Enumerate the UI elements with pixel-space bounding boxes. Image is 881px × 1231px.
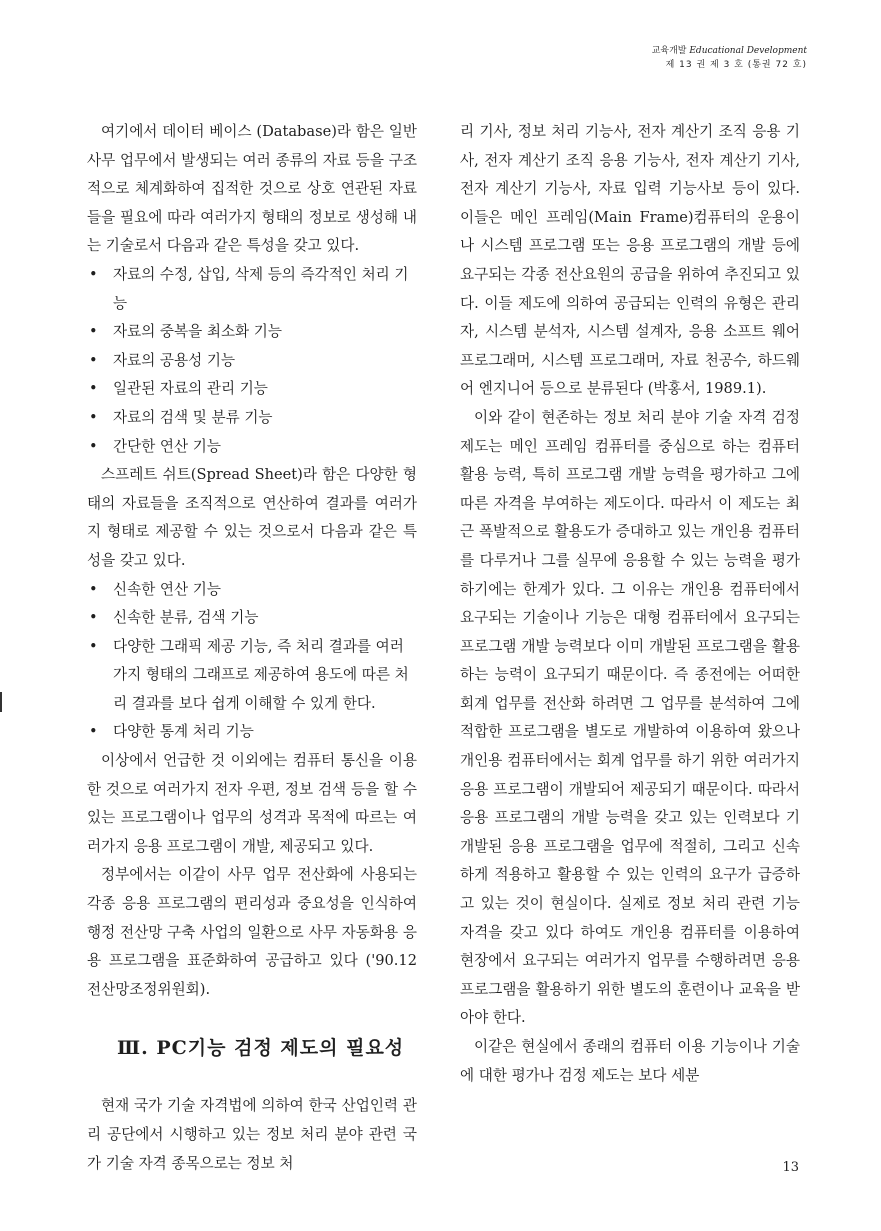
paragraph-communications: 이상에서 언급한 것 이외에는 컴퓨터 통신을 이용한 것으로 여러가지 전자 우편, 정보 검색 등을 할 수 있는 프로그램이나 업무의 성격과 목적에 따르는 여러가지 응용 프로그램이 개발, 제공되고 있다. — [87, 752, 417, 855]
list-item: • 다양한 그래픽 제공 기능, 즉 처리 결과를 여러가지 형태의 그래프로 제공하여 용도에 따른 처리 결과를 보다 쉽게 이해할 수 있게 한다. — [87, 633, 417, 719]
paragraph-government: 정부에서는 이같이 사무 업무 전산화에 사용되는 각종 응용 프로그램의 편리성과 중요성을 인식하여 행정 전산망 구축 사업의 일환으로 사무 자동화용 응용 프로그램을 표준화하여 공급하고 있다 ('90.12 전산망조정위원회). — [87, 866, 417, 998]
database-features-list — [87, 261, 417, 461]
list-item: • 자료의 검색 및 분류 기능 — [87, 404, 417, 433]
issue-info: 제 13 권 제 3 호 (통권 72 호) — [665, 60, 807, 70]
paragraph-limitations: 이와 같이 현존하는 정보 처리 분야 기술 자격 검정 제도는 메인 프레임 컴퓨터를 중심으로 하는 컴퓨터 활용 능력, 특히 프로그램 개발 능력을 평가하고 그에 따른 자격을 부여하는 제도이다. 따라서 이 제도는 최근 폭발적으로 활용도가 증대하고 있는 개인용 컴퓨터를 다루거나 그를 실무에 응용할 수 있는 능력을 평가하기에는 한계가 있다. 그 이유는 개인용 컴퓨터에서 요구되는 기술이나 기능은 대형 컴퓨터에서 요구되는 프로그램 개발 능력보다 이미 개발된 프로그램을 활용하는 능력이 요구되기 때문이다. 즉 종전에는 어떠한 회계 업무를 전산화 하려면 그 업무를 분석하여 그에 적합한 프로그램을 별도로 개발하여 이용하여 왔으나 개인용 컴퓨터에서는 회계 업무를 하기 위한 여러가지 응용 프로그램이 개발되어 제공되기 때문이다. 따라서 응용 프로그램의 개발 능력을 갖고 있는 인력보다 기 개발된 응용 프로그램을 업무에 적절히, 그리고 신속하게 적용하고 활용할 수 있는 인력의 요구가 급증하고 있는 것이 현실이다. 실제로 정보 처리 관련 기능 자격을 갖고 있다 하여도 개인용 컴퓨터를 이용하여 현장에서 요구되는 여러가지 업무를 수행하려면 응용 프로그램을 활용하기 위한 별도의 훈련이나 교육을 받아야 한다. — [460, 408, 800, 1027]
paragraph-current-system: 현재 국가 기술 자격법에 의하여 한국 산업인력 관리 공단에서 시행하고 있는 정보 처리 분야 관련 국가 기술 자격 종목으로는 정보 처 — [87, 1097, 417, 1172]
spreadsheet-features-list — [87, 576, 417, 748]
journal-title — [652, 44, 807, 58]
list-item: • 간단한 연산 기능 — [87, 433, 417, 462]
paragraph-spreadsheet: 스프레트 쉬트(Spread Sheet)라 함은 다양한 형태의 자료들을 조직적으로 연산하여 결과를 여러가지 형태로 제공할 수 있는 것으로서 다음과 같은 특성을 갖고 있다. — [87, 466, 417, 569]
list-item: • 신속한 연산 기능 — [87, 576, 417, 605]
list-item: • 신속한 분류, 검색 기능 — [87, 604, 417, 633]
list-item: • 다양한 통계 처리 기능 — [87, 718, 417, 747]
list-item: • 자료의 중복을 최소화 기능 — [87, 318, 417, 347]
paragraph-database: 여기에서 데이터 베이스 (Database)라 함은 일반 사무 업무에서 발생되는 여러 종류의 자료 등을 구조적으로 체계화하여 집적한 것으로 상호 연관된 자료들을 필요에 따라 여러가지 형태의 정보로 생성해 내는 기술로서 다음과 같은 특성을 갖고 있다. — [87, 123, 417, 255]
running-header — [652, 44, 807, 72]
left-column — [87, 118, 417, 1178]
list-item: • 자료의 공용성 기능 — [87, 347, 417, 376]
journal-title-kr: 교육개발 — [651, 46, 687, 56]
section-heading: Ⅲ. PC기능 검정 제도의 필요성 — [117, 1037, 405, 1060]
journal-title-en: Educational Development — [689, 46, 807, 56]
page-number: 13 — [782, 1160, 799, 1175]
list-item: • 일관된 자료의 관리 기능 — [87, 375, 417, 404]
right-column — [460, 118, 800, 1090]
paragraph-conclusion: 이같은 현실에서 종래의 컴퓨터 이용 기능이나 기술에 대한 평가나 검정 제도는 보다 세분 — [460, 1038, 800, 1084]
margin-mark — [0, 692, 2, 712]
paragraph-continued: 리 기사, 정보 처리 기능사, 전자 계산기 조직 응용 기사, 전자 계산기 조직 응용 기능사, 전자 계산기 기사, 전자 계산기 기능사, 자료 입력 기능사보 등이 있다. 이들은 메인 프레임(Main Frame)컴퓨터의 운용이나 시스템 프로그램 또는 응용 프로그램의 개발 등에 요구되는 각종 전산요원의 공급을 위하여 추진되고 있다. 이들 제도에 의하여 공급되는 인력의 유형은 관리자, 시스템 분석자, 시스템 설계자, 응용 소프트 웨어 프로그래머, 시스템 프로그래머, 자료 천공수, 하드웨어 엔지니어 등으로 분류된다 (박홍서, 1989.1). — [460, 123, 800, 398]
list-item: • 자료의 수정, 삽입, 삭제 등의 즉각적인 처리 기능 — [87, 261, 417, 318]
